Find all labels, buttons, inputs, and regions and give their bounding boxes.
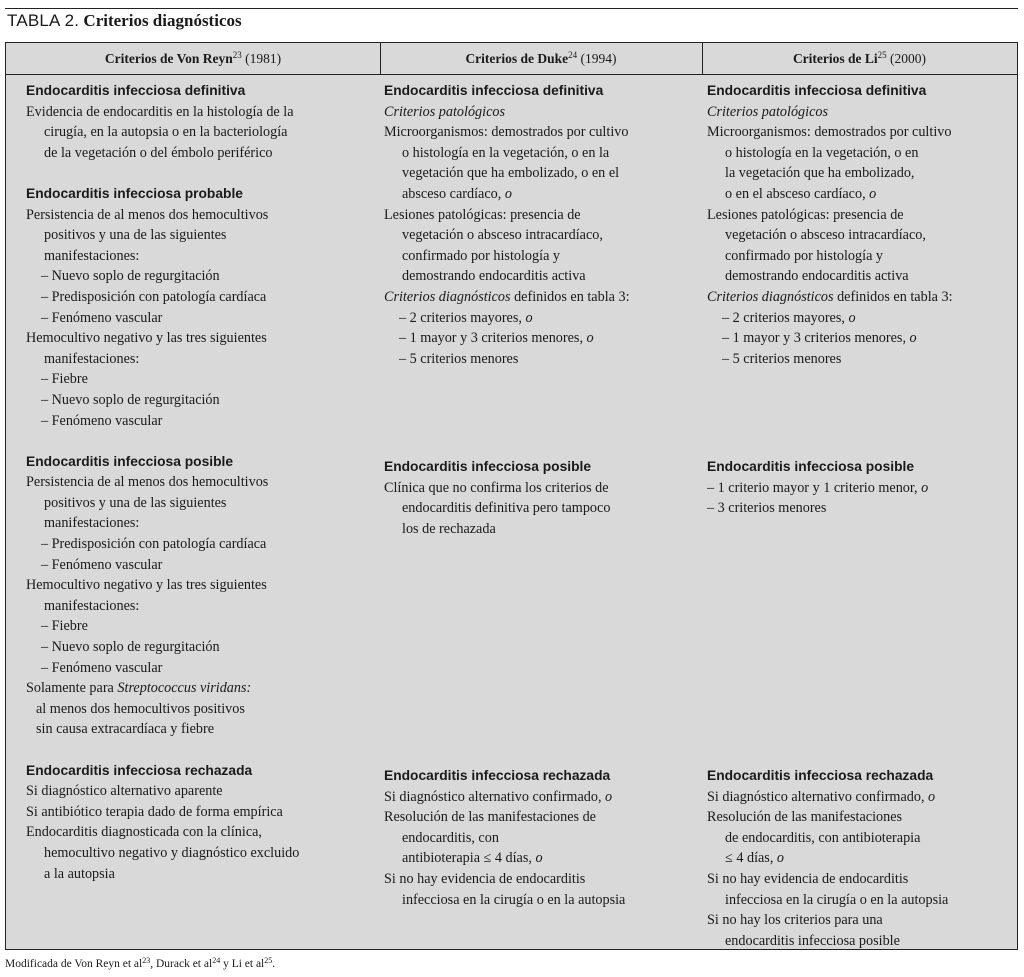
text-line: Evidencia de endocarditis en la histología de la xyxy=(26,103,294,120)
section-definitiva xyxy=(707,81,1015,369)
text-line: Resolución de las manifestaciones xyxy=(707,809,903,826)
text-line: los de rechazada xyxy=(402,520,496,537)
text-line: demostrando endocarditis activa xyxy=(725,268,909,285)
text-line: al menos dos hemocultivos positivos xyxy=(36,700,245,717)
header-divider-1 xyxy=(380,43,381,74)
text-line: manifestaciones: xyxy=(44,597,140,614)
text-line: ≤ 4 días, o xyxy=(725,850,785,867)
section-title: Endocarditis infecciosa posible xyxy=(707,459,915,474)
text-line: – Predisposición con patología cardíaca xyxy=(41,536,267,553)
text-line: manifestaciones: xyxy=(44,247,140,264)
text-line: la vegetación que ha embolizado, xyxy=(725,165,915,182)
section-posible xyxy=(707,457,1015,519)
section-title: Endocarditis infecciosa posible xyxy=(26,453,234,469)
text-line: confirmado por histología y xyxy=(402,247,561,264)
section-rechazada xyxy=(707,766,1015,951)
text-line: Si no hay evidencia de endocarditis xyxy=(707,870,909,887)
text-line: – 1 mayor y 3 criterios menores, o xyxy=(399,330,594,347)
text-line: hemocultivo negativo y diagnóstico excluido xyxy=(44,844,300,861)
text-line: antibioterapia ≤ 4 días, o xyxy=(402,850,543,867)
section-title: Endocarditis infecciosa rechazada xyxy=(26,762,253,778)
text-line: – 5 criterios menores xyxy=(399,350,519,367)
text-line: vegetación que ha embolizado, o en el xyxy=(402,165,620,182)
text-line: Resolución de las manifestaciones de xyxy=(384,809,596,826)
text-line: vegetación o absceso intracardíaco, xyxy=(725,227,926,244)
text-line: sin causa extracardíaca y fiebre xyxy=(36,721,215,738)
text-line: endocarditis infecciosa posible xyxy=(725,932,900,949)
text-line: Hemocultivo negativo y las tres siguientes xyxy=(26,330,267,347)
section-rechazada xyxy=(26,761,376,885)
section-probable xyxy=(26,184,376,431)
text-line: Criterios diagnósticos definidos en tabla 3: xyxy=(707,288,953,305)
text-line: – Predisposición con patología cardíaca xyxy=(41,288,267,305)
text-line: – Fiebre xyxy=(41,371,88,388)
table-name: Criterios diagnósticos xyxy=(83,11,242,30)
table-label: TABLA 2. xyxy=(7,11,80,30)
text-line: Endocarditis diagnosticada con la clínica, xyxy=(26,824,262,841)
text-line: Criterios diagnósticos definidos en tabla 3: xyxy=(384,288,630,305)
text-line: – Fenómeno vascular xyxy=(41,556,163,573)
text-line: endocarditis definitiva pero tampoco xyxy=(402,500,611,517)
column-von-reyn xyxy=(26,81,376,884)
text-line: Si diagnóstico alternativo confirmado, o xyxy=(707,788,936,805)
text-line: – Fiebre xyxy=(41,618,88,635)
text-line: – Nuevo soplo de regurgitación xyxy=(41,391,220,408)
top-rule xyxy=(5,8,1018,9)
criteria-table xyxy=(5,42,1018,950)
section-rechazada xyxy=(384,766,699,910)
column-li xyxy=(707,81,1015,949)
text-line: de endocarditis, con antibioterapia xyxy=(725,829,921,846)
text-line: vegetación o absceso intracardíaco, xyxy=(402,227,603,244)
text-line: infecciosa en la cirugía o en la autopsia xyxy=(725,891,949,908)
text-line: – Nuevo soplo de regurgitación xyxy=(41,639,220,656)
section-title: Endocarditis infecciosa rechazada xyxy=(707,768,934,783)
text-line: positivos y una de las siguientes xyxy=(44,494,227,511)
text-line: – 3 criterios menores xyxy=(707,500,827,517)
text-line: de la vegetación o del émbolo periférico xyxy=(44,144,273,161)
table-footnote: Modificada de Von Reyn et $al^{23}$, Durack et $al^{24}$ y Li et $al^{25}$. xyxy=(5,956,276,970)
text-line: Hemocultivo negativo y las tres siguientes xyxy=(26,577,267,594)
section-definitiva xyxy=(26,81,376,163)
text-line: demostrando endocarditis activa xyxy=(402,268,586,285)
text-line: – Fenómeno vascular xyxy=(41,659,163,676)
text-line: o histología en la vegetación, o en xyxy=(725,144,919,161)
section-title: Endocarditis infecciosa definitiva xyxy=(707,83,927,98)
header-duke: Criterios de Duke$^{24}$ (1994) xyxy=(465,50,617,66)
text-line: – Fenómeno vascular xyxy=(41,412,163,429)
text-line: Persistencia de al menos dos hemocultivos xyxy=(26,474,269,491)
section-definitiva xyxy=(384,81,699,369)
text-line: Si diagnóstico alternativo aparente xyxy=(26,783,223,800)
text-line: confirmado por histología y xyxy=(725,247,884,264)
text-line: endocarditis, con xyxy=(402,829,499,846)
section-title: Endocarditis infecciosa definitiva xyxy=(384,83,604,98)
text-line: a la autopsia xyxy=(44,865,115,882)
text-line: Clínica que no confirma los criterios de xyxy=(384,479,609,496)
section-title: Endocarditis infecciosa probable xyxy=(26,185,243,201)
section-title: Endocarditis infecciosa rechazada xyxy=(384,768,611,783)
text-line: Si no hay evidencia de endocarditis xyxy=(384,870,586,887)
text-line: cirugía, en la autopsia o en la bacteriología xyxy=(44,124,288,141)
section-posible xyxy=(26,452,376,740)
section-title: Endocarditis infecciosa definitiva xyxy=(26,83,246,98)
text-line: o histología en la vegetación, o en la xyxy=(402,144,610,161)
text-line: – 2 criterios mayores, o xyxy=(722,309,856,326)
text-line: – Nuevo soplo de regurgitación xyxy=(41,268,220,285)
text-line: Criterios patológicos xyxy=(707,103,828,120)
header-von-reyn: Criterios de Von Reyn$^{23}$ (1981) xyxy=(104,50,282,66)
text-line: – Fenómeno vascular xyxy=(41,309,163,326)
text-line: Persistencia de al menos dos hemocultivos xyxy=(26,206,269,223)
text-line: – 2 criterios mayores, o xyxy=(399,309,533,326)
section-posible xyxy=(384,457,699,539)
text-line: Si diagnóstico alternativo confirmado, o xyxy=(384,788,613,805)
header-li: Criterios de Li$^{25}$ (2000) xyxy=(792,50,927,66)
text-line: absceso cardíaco, o xyxy=(402,185,512,202)
text-line: positivos y una de las siguientes xyxy=(44,227,227,244)
table-header-row xyxy=(6,43,1017,75)
header-divider-2 xyxy=(702,43,703,74)
text-line: Lesiones patológicas: presencia de xyxy=(707,206,904,223)
section-title: Endocarditis infecciosa posible xyxy=(384,459,592,474)
text-line: Microorganismos: demostrados por cultivo xyxy=(707,124,952,141)
text-line: Microorganismos: demostrados por cultivo xyxy=(384,124,629,141)
text-line: o en el absceso cardíaco, o xyxy=(725,185,877,202)
text-line: manifestaciones: xyxy=(44,350,140,367)
text-line: – 5 criterios menores xyxy=(722,350,842,367)
text-line: Criterios patológicos xyxy=(384,103,505,120)
text-line: – 1 criterio mayor y 1 criterio menor, o xyxy=(707,479,929,496)
table-title xyxy=(7,11,242,31)
text-line: manifestaciones: xyxy=(44,515,140,532)
column-duke xyxy=(384,81,699,908)
text-line: infecciosa en la cirugía o en la autopsia xyxy=(402,891,626,908)
text-line: Solamente para Streptococcus viridans: xyxy=(26,680,252,697)
text-line: – 1 mayor y 3 criterios menores, o xyxy=(722,330,917,347)
text-line: Si antibiótico terapia dado de forma empírica xyxy=(26,803,283,820)
text-line: Lesiones patológicas: presencia de xyxy=(384,206,581,223)
text-line: Si no hay los criterios para una xyxy=(707,912,883,929)
